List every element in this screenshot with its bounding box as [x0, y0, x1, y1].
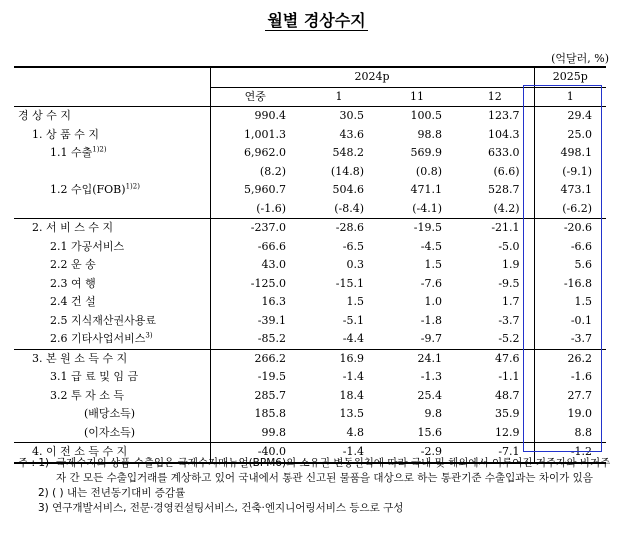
table-cell: 185.8 — [210, 405, 300, 424]
table-cell: 473.1 — [534, 181, 606, 200]
table-cell: 266.2 — [210, 349, 300, 368]
table-cell: (14.8) — [330, 164, 364, 178]
table-cell: -237.0 — [210, 219, 300, 238]
table-cell: 13.5 — [339, 407, 364, 420]
table-cell: 6,962.0 — [210, 144, 300, 163]
table-cell: (4.2) — [493, 201, 520, 215]
table-cell: 8.8 — [534, 424, 606, 443]
table-cell: -20.6 — [534, 219, 606, 238]
table-row — [14, 107, 606, 126]
table-cell: 990.4 — [210, 107, 300, 126]
row-label: 2.6 기타사업서비스$^{3)}$ — [50, 331, 153, 345]
row-label: 3. 본 원 소 득 수 지 — [14, 349, 210, 368]
table-cell: -125.0 — [210, 275, 300, 294]
table-cell: 569.9 — [410, 146, 442, 159]
row-label: (배당소득) — [84, 407, 136, 420]
table-cell: 4.8 — [346, 425, 364, 439]
table-cell: -1.6 — [534, 368, 606, 387]
table-cell: -0.1 — [534, 312, 606, 331]
table-cell: (-4.1) — [412, 201, 442, 215]
table-cell: 30.5 — [300, 107, 378, 126]
table-cell: -4.5 — [420, 239, 442, 253]
table-cell: -1.2 — [534, 443, 606, 463]
table-cell: -5.2 — [498, 332, 520, 345]
table-cell: 633.0 — [488, 146, 520, 159]
table-cell: 25.0 — [534, 126, 606, 145]
table-cell: 0.3 — [346, 258, 364, 271]
table-cell: 100.5 — [378, 107, 456, 126]
row-label: 3.1 급 료 및 임 금 — [50, 370, 139, 383]
table-cell: 35.9 — [495, 407, 520, 420]
table-cell: -5.0 — [498, 239, 520, 253]
table-cell: 15.6 — [417, 425, 442, 439]
page-title: 월별 경상수지 — [267, 11, 366, 30]
table-cell: 5.6 — [534, 256, 606, 275]
table-row — [14, 424, 606, 443]
row-label: 2.4 건 설 — [50, 295, 96, 308]
table-cell: 43.6 — [339, 127, 364, 141]
table-cell: -6.5 — [342, 239, 364, 253]
year-2024-header: 2024p — [210, 67, 534, 87]
table-cell: 104.3 — [488, 127, 520, 141]
balance-table — [14, 66, 606, 464]
table-cell: -15.1 — [335, 276, 364, 290]
table-cell: 99.8 — [210, 424, 300, 443]
table-cell: (6.6) — [493, 164, 520, 178]
col-header-dec-2024: 12 — [456, 87, 534, 107]
row-label: 2.1 가공서비스 — [50, 239, 125, 253]
table-cell: 504.6 — [332, 183, 364, 196]
table-cell: 528.7 — [488, 183, 520, 196]
col-header-annual: 연중 — [210, 87, 300, 107]
row-label — [14, 200, 210, 219]
table-row — [14, 293, 606, 312]
table-cell: -4.4 — [342, 332, 364, 345]
table-cell: (-8.4) — [334, 201, 364, 215]
table-cell: -1.4 — [342, 370, 364, 383]
table-cell: 1.0 — [424, 295, 442, 308]
row-label: 1. 상 품 수 지 — [32, 127, 99, 141]
table-cell: 1.9 — [502, 258, 520, 271]
table-cell: 16.3 — [210, 293, 300, 312]
row-label: 3.2 투 자 소 득 — [50, 388, 124, 402]
row-label: 2.2 운 송 — [50, 258, 96, 271]
table-cell: -9.5 — [498, 276, 520, 290]
table-cell: -28.6 — [300, 219, 378, 238]
table-cell: 123.7 — [456, 107, 534, 126]
table-cell: 47.6 — [456, 349, 534, 368]
table-cell: -3.7 — [498, 313, 520, 327]
table-cell: -3.7 — [534, 330, 606, 349]
table-cell: 98.8 — [417, 127, 442, 141]
table-cell: -5.1 — [342, 313, 364, 327]
table-cell: -1.1 — [498, 370, 520, 383]
table-row — [14, 126, 606, 145]
table-cell: 24.1 — [378, 349, 456, 368]
footnote-2: 2) ( ) 내는 전년동기대비 증감률 — [38, 487, 186, 499]
table-cell: -1.3 — [420, 370, 442, 383]
table-row — [14, 144, 606, 163]
table-cell: -7.6 — [420, 276, 442, 290]
row-label: 경 상 수 지 — [14, 107, 210, 126]
table-cell: (-9.1) — [534, 163, 606, 182]
table-cell: 16.9 — [300, 349, 378, 368]
col-header-jan-2025: 1 — [534, 87, 606, 107]
row-label: 2.3 여 행 — [50, 276, 96, 290]
table-row — [14, 238, 606, 257]
row-label: 4. 이 전 소 득 수 지 — [14, 443, 210, 463]
table-cell: 1,001.3 — [210, 126, 300, 145]
table-cell: 25.4 — [417, 388, 442, 402]
table-row — [14, 312, 606, 331]
table-row — [14, 387, 606, 406]
year-2025-header: 2025p — [534, 67, 606, 87]
table-cell: 548.2 — [332, 146, 364, 159]
table-cell: (-6.2) — [534, 200, 606, 219]
table-cell: (-1.6) — [210, 200, 300, 219]
table-row — [14, 256, 606, 275]
table-cell: -2.9 — [378, 443, 456, 463]
table-row — [14, 163, 606, 182]
table-cell: 27.7 — [534, 387, 606, 406]
table-row — [14, 200, 606, 219]
table-cell: 498.1 — [534, 144, 606, 163]
table-cell: -1.8 — [420, 313, 442, 327]
col-header-jan-2024: 1 — [300, 87, 378, 107]
table-cell: 29.4 — [534, 107, 606, 126]
table-cell: 1.7 — [502, 295, 520, 308]
row-label: (이자소득) — [84, 425, 136, 439]
table-row — [14, 368, 606, 387]
header-year-row — [14, 67, 606, 87]
table-cell: -6.6 — [534, 238, 606, 257]
table-cell: -19.5 — [210, 368, 300, 387]
table-cell: 1.5 — [346, 295, 364, 308]
table-cell: -7.1 — [456, 443, 534, 463]
table-cell: 26.2 — [534, 349, 606, 368]
table-cell: -40.0 — [210, 443, 300, 463]
row-label: 1.2 수입(FOB)$^{1)2)}$ — [50, 182, 140, 196]
table-cell: 5,960.7 — [210, 181, 300, 200]
footnotes — [18, 456, 618, 516]
table-cell: -19.5 — [378, 219, 456, 238]
table-cell: -39.1 — [210, 312, 300, 331]
table-cell: 43.0 — [210, 256, 300, 275]
footnote-1: 주 : 1) 국제수지의 상품 수출입은 국제수지매뉴얼(BPM6)의 소유권 변동원칙에 따라 국내 및 해외에서 이루어진 거주자와 비거주자 간 모든 수출입거래를 계상하고 있어 국내에서 통관 신고된 물품을 대상으로 하는 통관기준 수출입과는 차이가 있음 — [18, 457, 611, 484]
table-cell: 19.0 — [534, 405, 606, 424]
table-cell: 285.7 — [210, 387, 300, 406]
table-row — [14, 349, 606, 368]
table-cell: 9.8 — [424, 407, 442, 420]
table-cell: 12.9 — [495, 425, 520, 439]
table-cell: (8.2) — [210, 163, 300, 182]
table-cell: (0.8) — [415, 164, 442, 178]
table-cell: -21.1 — [456, 219, 534, 238]
table-cell: -66.6 — [210, 238, 300, 257]
table-cell: -16.8 — [534, 275, 606, 294]
table-cell: 471.1 — [410, 183, 442, 196]
table-row — [14, 405, 606, 424]
table-row — [14, 275, 606, 294]
table-row — [14, 330, 606, 349]
table-cell: 1.5 — [534, 293, 606, 312]
row-label: 2.5 지식재산권사용료 — [50, 313, 156, 327]
header-month-row — [14, 87, 606, 107]
table-cell: -1.4 — [300, 443, 378, 463]
table-row — [14, 219, 606, 238]
table-row — [14, 181, 606, 200]
table-cell: -85.2 — [210, 330, 300, 349]
table-cell: 48.7 — [495, 388, 520, 402]
footnote-3: 3) 연구개발서비스, 전문·경영컨설팅서비스, 건축·엔지니어링서비스 등으로 구성 — [38, 502, 404, 514]
unit-label: (억달러, %) — [551, 52, 609, 65]
row-label: 1.1 수출$^{1)2)}$ — [50, 145, 107, 159]
row-label — [14, 163, 210, 182]
col-header-nov-2024: 11 — [378, 87, 456, 107]
table-cell: -9.7 — [420, 332, 442, 345]
table-cell: 18.4 — [339, 388, 364, 402]
table-cell: 1.5 — [424, 258, 442, 271]
row-label: 2. 서 비 스 수 지 — [14, 219, 210, 238]
